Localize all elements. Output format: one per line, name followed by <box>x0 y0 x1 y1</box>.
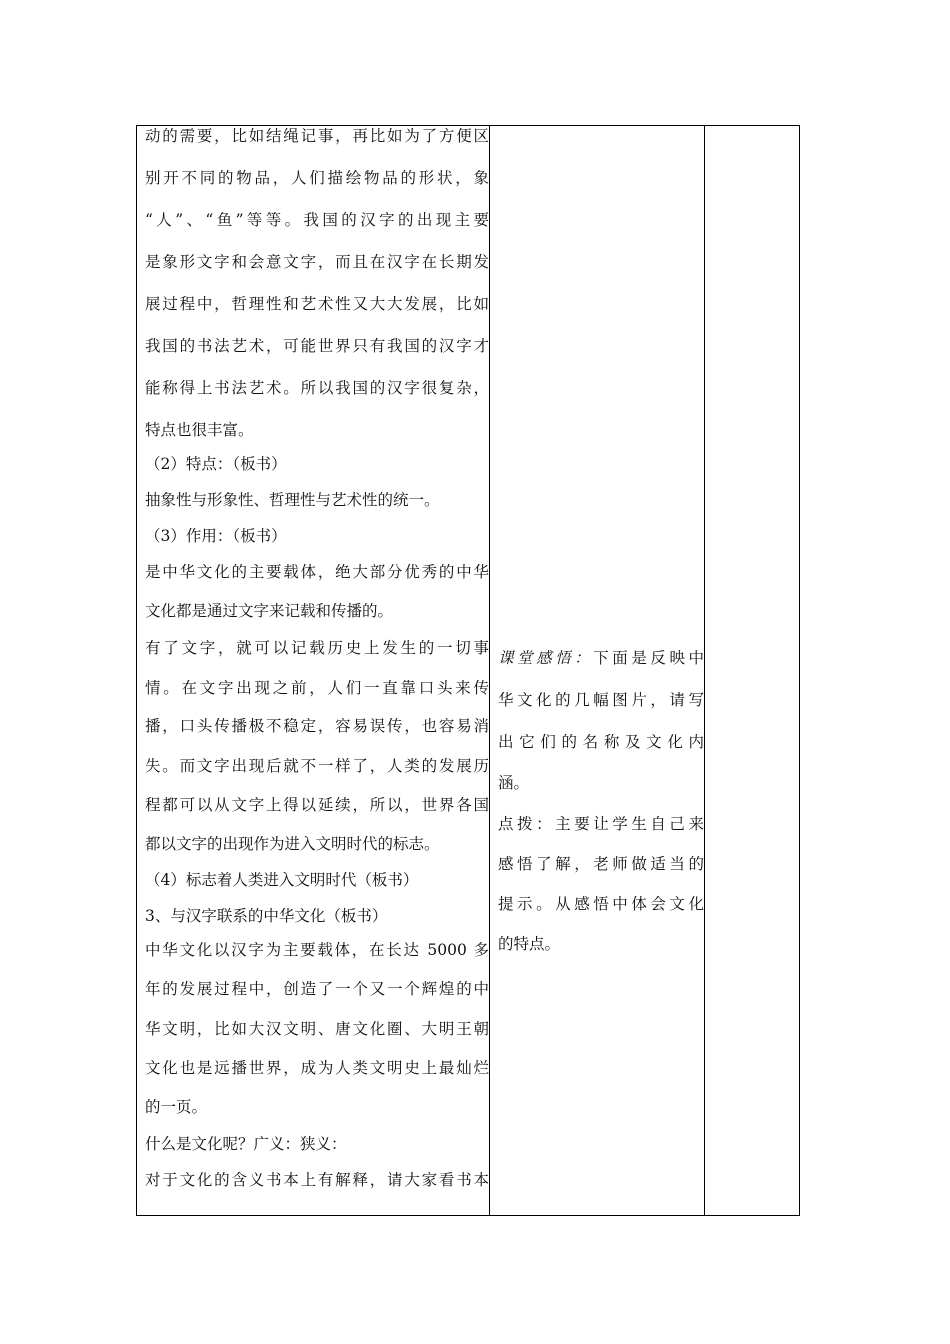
text-line: 是象形文字和会意文字，而且在汉字在长期发 <box>145 253 489 271</box>
text-line: 动的需要，比如结绳记事，再比如为了方便区 <box>145 127 489 145</box>
text-line: 播，口头传播极不稳定，容易误传，也容易消 <box>145 717 489 735</box>
text-line: 都以文字的出现作为进入文明时代的标志。 <box>145 835 440 853</box>
text-line: 中华文化以汉字为主要载体，在长达 5000 多 <box>145 941 489 959</box>
text-line: 华文明，比如大汉文明、唐文化圈、大明王朝 <box>145 1020 489 1038</box>
text-line: 我国的书法艺术，可能世界只有我国的汉字才 <box>145 337 489 355</box>
text-line: 是中华文化的主要载体，绝大部分优秀的中华 <box>145 563 489 581</box>
section-heading: 3、与汉字联系的中华文化（板书） <box>145 907 388 925</box>
text-line: 抽象性与形象性、哲理性与艺术性的统一。 <box>145 491 440 509</box>
text-line: 文化也是远播世界，成为人类文明史上最灿烂 <box>145 1059 489 1077</box>
section-heading: （2）特点：（板书） <box>145 455 287 473</box>
text-line: 程都可以从文字上得以延续，所以，世界各国 <box>145 796 489 814</box>
text-line: 展过程中，哲理性和艺术性又大大发展，比如 <box>145 295 489 313</box>
text-line: 的特点。 <box>498 935 561 953</box>
text-line: 什么是文化呢？广义：狭义： <box>145 1135 347 1153</box>
activity-text: 下面是反映中 <box>593 649 704 667</box>
text-line: 情。在文字出现之前，人们一直靠口头来传 <box>145 679 489 697</box>
text-line: 特点也很丰富。 <box>145 421 254 439</box>
lesson-table <box>136 125 800 1216</box>
activity-first-line <box>498 648 704 668</box>
text-line: 的一页。 <box>145 1098 208 1116</box>
text-line: 失。而文字出现后就不一样了，人类的发展历 <box>145 757 489 775</box>
activity-label: 课堂感悟： <box>498 649 594 667</box>
hint-line: 点拨：主要让学生自己来 <box>498 815 704 833</box>
text-line: 感悟了解，老师做适当的 <box>498 855 704 873</box>
text-line: 出它们的名称及文化内 <box>498 733 704 751</box>
column-divider-1 <box>489 126 490 1215</box>
text-line: 年的发展过程中，创造了一个又一个辉煌的中 <box>145 980 489 998</box>
text-line: 有了文字，就可以记载历史上发生的一切事 <box>145 639 489 657</box>
section-heading: （3）作用：（板书） <box>145 527 287 545</box>
column-divider-2 <box>704 126 705 1215</box>
section-heading: （4）标志着人类进入文明时代（板书） <box>145 871 419 889</box>
text-line: 文化都是通过文字来记载和传播的。 <box>145 602 394 620</box>
text-line: 对于文化的含义书本上有解释，请大家看书本 <box>145 1171 489 1189</box>
text-line: 提示。从感悟中体会文化 <box>498 895 704 913</box>
text-line: 涵。 <box>498 774 530 792</box>
text-line: 能称得上书法艺术。所以我国的汉字很复杂， <box>145 379 489 397</box>
text-line: 华文化的几幅图片，请写 <box>498 691 704 709</box>
text-line: “人”、“鱼”等等。我国的汉字的出现主要 <box>145 211 489 229</box>
text-line: 别开不同的物品，人们描绘物品的形状，象 <box>145 169 489 187</box>
